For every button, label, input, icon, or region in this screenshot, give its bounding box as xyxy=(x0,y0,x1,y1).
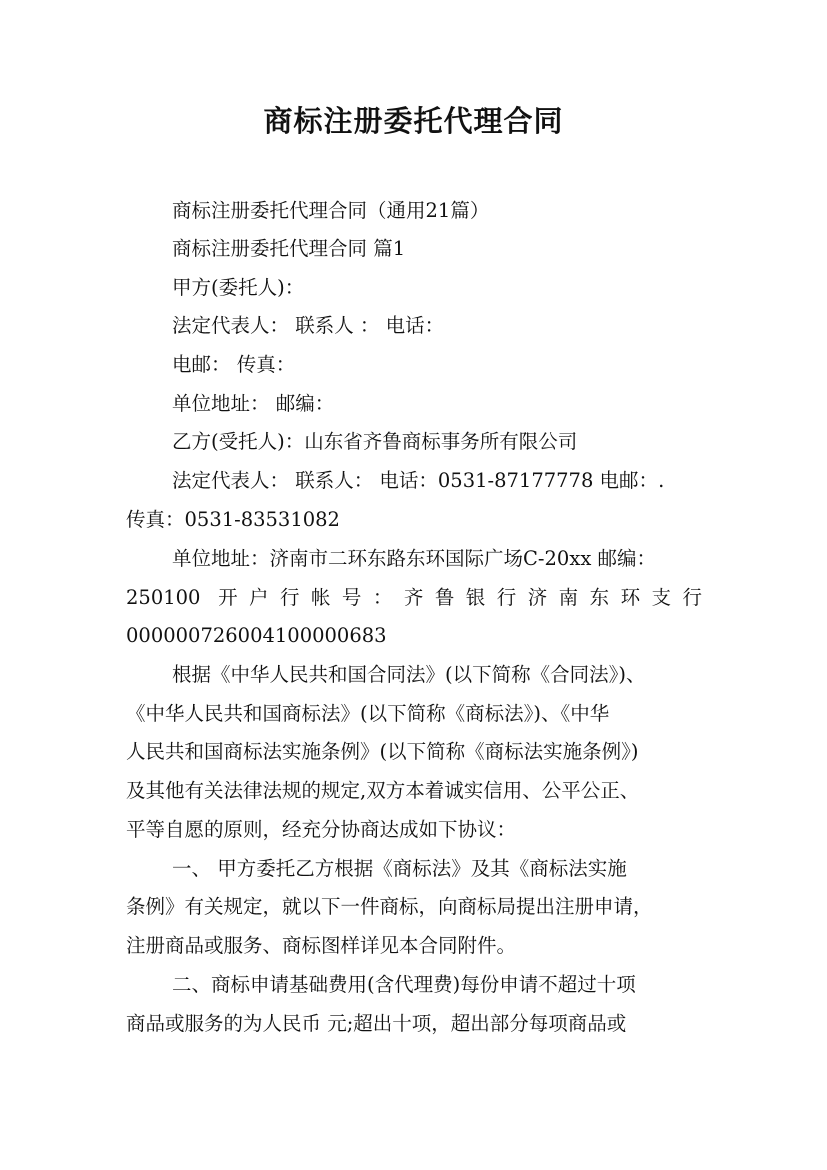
text-line: 法定代表人： 联系人： 电话：0531-87177778 电邮：. xyxy=(172,469,665,492)
text-line: 000000726004100000683 xyxy=(126,624,387,647)
text-line: 法定代表人： 联系人 ： 电话： xyxy=(172,314,445,337)
text-line: 商标注册委托代理合同 篇1 xyxy=(172,237,406,260)
text-line: 电邮： 传真： xyxy=(172,353,296,376)
text-line: 单位地址：济南市二环东路东环国际广场C-20xx 邮编： xyxy=(172,547,657,570)
document-title: 商标注册委托代理合同 xyxy=(263,104,564,138)
text-line: 传真：0531-83531082 xyxy=(126,508,340,531)
text-line: 根据《中华人民共和国合同法》(以下简称《合同法》)、 xyxy=(172,663,646,686)
text-line: 商标注册委托代理合同（通用21篇） xyxy=(172,199,490,222)
text-line: 二、商标申请基础费用(含代理费)每份申请不超过十项 xyxy=(172,973,636,996)
text-line: 一、 甲方委托乙方根据《商标法》及其《商标法实施 xyxy=(172,857,627,880)
text-line: 注册商品或服务、商标图样详见本合同附件。 xyxy=(126,934,517,957)
text-line: 单位地址： 邮编： xyxy=(172,392,335,415)
text-line: 《中华人民共和国商标法》(以下简称《商标法》)、《中华 xyxy=(126,702,610,725)
text-line: 乙方(受托人)：山东省齐鲁商标事务所有限公司 xyxy=(172,430,578,453)
text-line: 人民共和国商标法实施条例》(以下简称《商标法实施条例》) xyxy=(126,740,639,763)
text-line: 250100 开户行帐号：齐鲁银行济南东环支行 xyxy=(126,586,702,609)
text-line: 及其他有关法律法规的规定,双方本着诚实信用、公平公正、 xyxy=(126,779,640,802)
text-line: 条例》有关规定，就以下一件商标，向商标局提出注册申请， xyxy=(126,895,653,918)
text-line: 平等自愿的原则，经充分协商达成如下协议： xyxy=(126,818,517,841)
text-line: 甲方(委托人)： xyxy=(172,276,305,299)
text-line: 商品或服务的为人民币 元;超出十项，超出部分每项商品或 xyxy=(126,1012,627,1035)
